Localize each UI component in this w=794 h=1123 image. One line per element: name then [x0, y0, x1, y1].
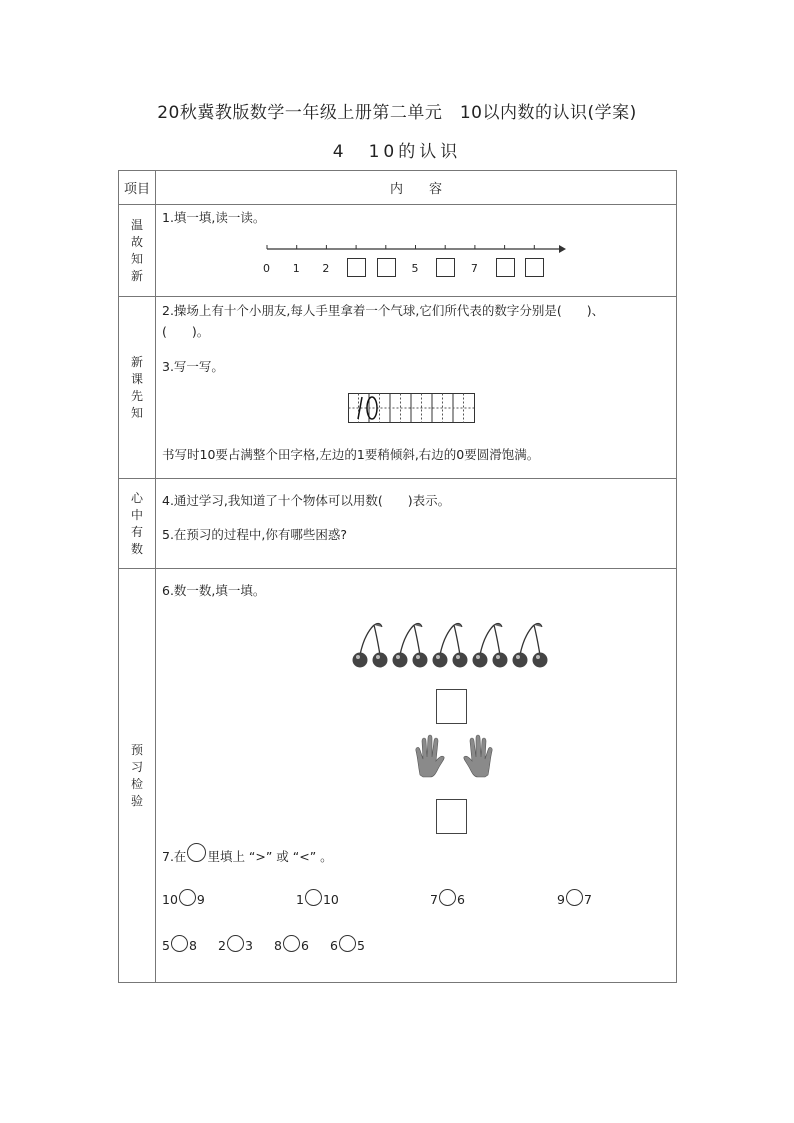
- header-project: 项目: [119, 171, 156, 205]
- comparison-circle[interactable]: [179, 889, 196, 906]
- comparison-right-number: 5: [356, 938, 365, 953]
- cherries-illustration: [352, 621, 552, 671]
- writing-grid: [348, 393, 478, 425]
- cherry-pair: [513, 623, 548, 667]
- comparison-right-number: 10: [322, 892, 339, 907]
- comparison-right-number: 3: [244, 938, 253, 953]
- hands-illustration: [414, 735, 494, 779]
- comparison-right-number: 6: [456, 892, 465, 907]
- question-2-line2: ( )。: [162, 324, 210, 339]
- cherry-pair: [433, 623, 468, 667]
- comparison-circle[interactable]: [339, 935, 356, 952]
- section-label: 预习检验: [119, 569, 156, 983]
- comparison-item: [162, 889, 205, 907]
- number-line-answer-box[interactable]: [525, 258, 544, 277]
- comparison-circle[interactable]: [439, 889, 456, 906]
- section-label: 温故知新: [119, 205, 156, 297]
- cherry-pair: [353, 623, 388, 667]
- document-title: 20秋冀教版数学一年级上册第二单元 10以内数的认识(学案): [157, 103, 637, 123]
- question-4: 4.通过学习,我知道了十个物体可以用数( )表示。: [162, 493, 451, 508]
- comparison-left-number: 5: [162, 938, 170, 953]
- circle-icon: [187, 843, 206, 862]
- section-label: 心中有数: [119, 479, 156, 569]
- section-check: [156, 569, 677, 983]
- comparison-item: [430, 889, 465, 907]
- question-2-line1: 2.操场上有十个小朋友,每人手里拿着一个气球,它们所代表的数字分别是( )、: [162, 303, 605, 318]
- lesson-subtitle: 4 10的认识: [332, 142, 462, 162]
- section-preview: [156, 297, 677, 479]
- section-review: [156, 205, 677, 297]
- comparison-right-number: 6: [300, 938, 309, 953]
- comparison-left-number: 9: [557, 892, 565, 907]
- section-label: 新课先知: [119, 297, 156, 479]
- comparison-left-number: 8: [274, 938, 282, 953]
- question-1: 1.填一填,读一读。: [162, 210, 266, 225]
- number-line-label: 7: [470, 262, 478, 275]
- comparison-item: [218, 935, 253, 953]
- cherry-pair: [393, 623, 428, 667]
- comparison-circle[interactable]: [283, 935, 300, 952]
- writing-note: 书写时10要占满整个田字格,左边的1要稍倾斜,右边的0要圆滑饱满。: [162, 447, 540, 462]
- section-understanding: [156, 479, 677, 569]
- number-line-label: 0: [263, 262, 270, 275]
- question-5: 5.在预习的过程中,你有哪些困惑?: [162, 527, 348, 542]
- question-6: 6.数一数,填一填。: [162, 583, 266, 598]
- question-3: 3.写一写。: [162, 359, 224, 374]
- number-line-label: 2: [322, 262, 330, 275]
- comparison-item: [274, 935, 309, 953]
- number-line-label: 1: [292, 262, 300, 275]
- number-line: [156, 205, 456, 255]
- comparison-right-number: 9: [196, 892, 205, 907]
- comparison-item: [162, 935, 197, 953]
- comparison-circle[interactable]: [171, 935, 188, 952]
- number-line-answer-box[interactable]: [496, 258, 515, 277]
- comparison-left-number: 7: [430, 892, 438, 907]
- number-line-answer-box[interactable]: [347, 258, 366, 277]
- number-line-label: 5: [411, 262, 419, 275]
- comparison-right-number: 7: [583, 892, 592, 907]
- comparison-left-number: 1: [296, 892, 304, 907]
- worksheet-table: [118, 170, 677, 983]
- cherry-pair: [473, 623, 508, 667]
- comparison-item: [330, 935, 365, 953]
- answer-box-hands[interactable]: [436, 799, 467, 834]
- comparison-left-number: 6: [330, 938, 338, 953]
- comparison-item: [296, 889, 339, 907]
- number-line-answer-box[interactable]: [377, 258, 396, 277]
- comparison-right-number: 8: [188, 938, 197, 953]
- header-content: 内 容: [156, 171, 677, 205]
- comparison-item: [557, 889, 592, 907]
- comparison-circle[interactable]: [566, 889, 583, 906]
- number-line-answer-box[interactable]: [436, 258, 455, 277]
- comparison-circle[interactable]: [227, 935, 244, 952]
- comparison-left-number: 2: [218, 938, 226, 953]
- question-7: 7.在 里填上 “>” 或 “<” 。: [162, 843, 333, 867]
- comparison-circle[interactable]: [305, 889, 322, 906]
- comparison-left-number: 10: [162, 892, 178, 907]
- answer-box-cherries[interactable]: [436, 689, 467, 724]
